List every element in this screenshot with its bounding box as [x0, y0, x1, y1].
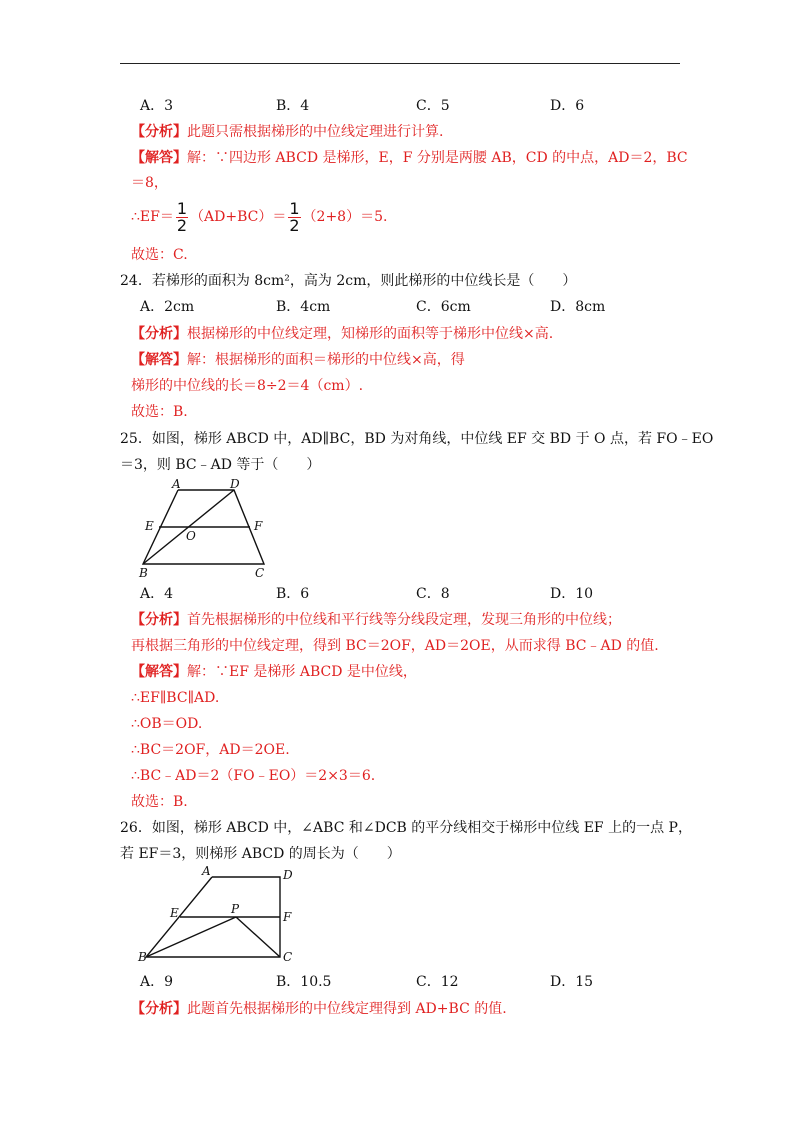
- eq-mid: （AD+BC）＝: [190, 209, 287, 225]
- q25-stem-line2: ＝3，则 BC﹣AD 等于（ ）: [120, 457, 321, 473]
- analysis-tag: 【分析】: [131, 1001, 187, 1017]
- q26-trapezoid-figure: [130, 865, 305, 967]
- q25-trapezoid-figure: [130, 478, 280, 580]
- q25-stem-line1: 25．如图，梯形 ABCD 中，AD∥BC，BD 为对角线，中位线 EF 交 BD 于 O 点，若 FO﹣EO: [120, 431, 714, 447]
- frac-numerator: 1: [289, 198, 300, 218]
- q26-option-b: B．10.5: [276, 974, 332, 990]
- q24-analysis: [131, 325, 553, 343]
- frac-denominator: 2: [176, 215, 188, 235]
- analysis-tag: 【分析】: [131, 326, 187, 342]
- answer-text: 解：∵EF 是梯形 ABCD 是中位线，: [187, 664, 417, 680]
- q25-answer-line1: [131, 663, 417, 681]
- q23-answer-line1: [131, 149, 688, 167]
- analysis-text: 此题只需根据梯形的中位线定理进行计算.: [187, 124, 444, 140]
- q25-analysis-line2: 再根据三角形的中位线定理，得到 BC＝2OF，AD＝2OE，从而求得 BC﹣AD 的值.: [131, 638, 659, 654]
- label-d: D: [283, 868, 293, 882]
- q25-conclusion: 故选：B.: [131, 794, 188, 810]
- q24-conclusion: 故选：B.: [131, 404, 188, 420]
- q26-stem-line2: 若 EF＝3，则梯形 ABCD 的周长为（ ）: [120, 846, 401, 862]
- q25-option-d: D．10: [550, 586, 594, 602]
- answer-tag: 【解答】: [131, 150, 187, 166]
- frac-numerator: 1: [176, 198, 188, 218]
- answer-text: 解：根据梯形的面积＝梯形的中位线×高，得: [187, 352, 465, 368]
- q24-answer-line1: [131, 351, 465, 369]
- label-e: E: [145, 519, 154, 533]
- analysis-text: 此题首先根据梯形的中位线定理得到 AD+BC 的值.: [187, 1001, 507, 1017]
- label-f: F: [283, 910, 292, 924]
- label-d: D: [230, 478, 240, 491]
- q23-option-d: D．6: [550, 98, 585, 114]
- analysis-text: 首先根据梯形的中位线和平行线等分线段定理，发现三角形的中位线；: [187, 612, 621, 628]
- label-b: B: [138, 950, 147, 964]
- fraction-half-1: [176, 198, 188, 235]
- q23-option-a: A．3: [140, 98, 174, 114]
- q25-option-a: A．4: [140, 586, 174, 602]
- q26-stem-line1: 26．如图，梯形 ABCD 中，∠ABC 和∠DCB 的平分线相交于梯形中位线 EF 上的一点 P，: [120, 820, 692, 836]
- q25-step-1: ∴EF∥BC∥AD.: [131, 690, 220, 706]
- q26-option-c: C．12: [416, 974, 459, 990]
- label-p: P: [231, 902, 240, 916]
- q23-option-c: C．5: [416, 98, 450, 114]
- q24-answer-line2: 梯形的中位线的长＝8÷2＝4（cm）.: [131, 378, 364, 394]
- q25-step-2: ∴OB＝OD.: [131, 716, 203, 732]
- q26-option-a: A．9: [140, 974, 174, 990]
- analysis-text: 根据梯形的中位线定理，知梯形的面积等于梯形中位线×高.: [187, 326, 554, 342]
- answer-tag: 【解答】: [131, 352, 187, 368]
- q24-option-d: D．8cm: [550, 299, 606, 315]
- q24-stem: 24．若梯形的面积为 8cm²，高为 2cm，则此梯形的中位线长是（ ）: [120, 273, 577, 289]
- q25-step-3: ∴BC＝2OF，AD＝2OE.: [131, 742, 290, 758]
- label-b: B: [139, 566, 148, 580]
- answer-text: 解：∵四边形 ABCD 是梯形，E，F 分别是两腰 AB，CD 的中点，AD＝2，BC: [187, 150, 688, 166]
- label-c: C: [283, 950, 293, 964]
- q26-analysis: [131, 1000, 507, 1018]
- q26-option-d: D．15: [550, 974, 594, 990]
- label-a: A: [202, 865, 211, 878]
- bisector-cp: [236, 917, 280, 957]
- label-o: O: [186, 529, 196, 543]
- q23-conclusion: 故选：C.: [131, 247, 188, 263]
- label-a: A: [172, 478, 181, 491]
- header-rule: [120, 63, 680, 64]
- analysis-tag: 【分析】: [131, 612, 187, 628]
- label-e: E: [170, 906, 179, 920]
- label-c: C: [255, 566, 265, 580]
- q23-analysis: [131, 123, 443, 141]
- eq-prefix: ∴EF＝: [131, 209, 174, 225]
- q25-analysis-line1: [131, 611, 621, 629]
- q23-equation: [131, 200, 387, 234]
- q24-option-c: C．6cm: [416, 299, 471, 315]
- q23-answer-line2: ＝8，: [131, 175, 168, 191]
- answer-tag: 【解答】: [131, 664, 187, 680]
- analysis-tag: 【分析】: [131, 124, 187, 140]
- q24-option-a: A．2cm: [140, 299, 195, 315]
- q25-option-b: B．6: [276, 586, 310, 602]
- q24-option-b: B．4cm: [276, 299, 331, 315]
- bisector-bp: [146, 917, 236, 957]
- q25-step-4: ∴BC﹣AD＝2（FO﹣EO）＝2×3＝6.: [131, 768, 376, 784]
- frac-denominator: 2: [289, 215, 300, 235]
- eq-end: （2+8）＝5.: [302, 209, 388, 225]
- q23-option-b: B．4: [276, 98, 310, 114]
- q25-option-c: C．8: [416, 586, 450, 602]
- fraction-half-2: [288, 198, 300, 235]
- label-f: F: [254, 519, 263, 533]
